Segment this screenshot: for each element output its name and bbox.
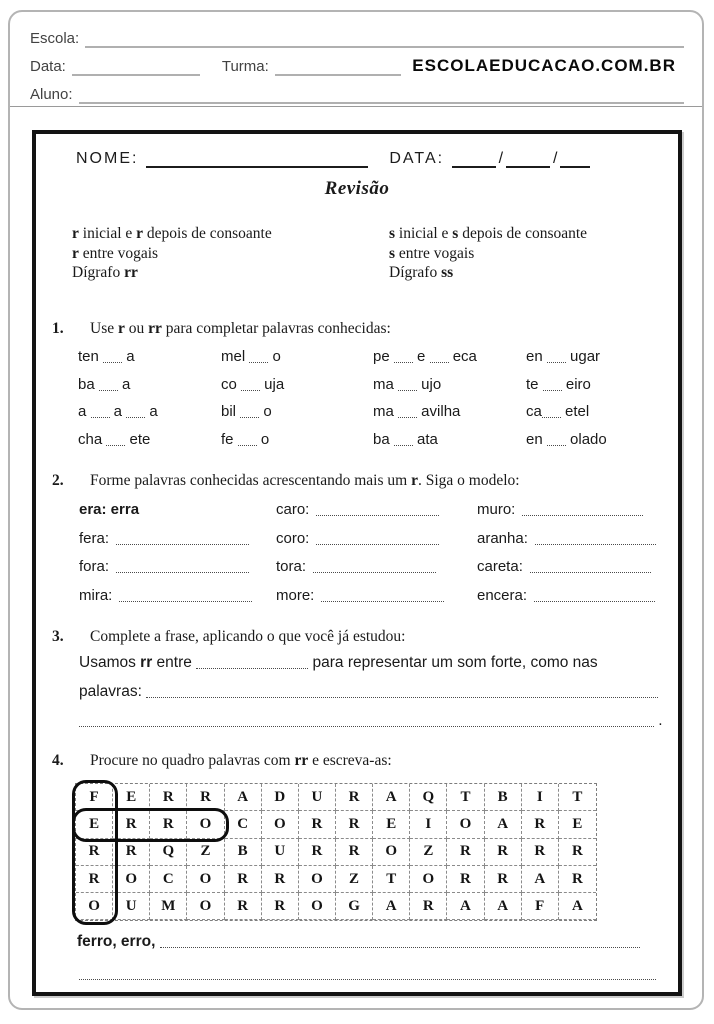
rule-line: r inicial e r depois de consoante <box>72 225 272 242</box>
word-search-letter: F <box>522 893 559 920</box>
word-search-letter: D <box>262 784 299 811</box>
word-search-letter: R <box>76 866 113 893</box>
exercise3-sentence-line1: Usamos rr entre para representar um som forte, como nas <box>79 654 598 671</box>
nome-fill-line <box>146 153 368 168</box>
exercise2-word-grid <box>79 501 656 615</box>
word-search-letter: R <box>187 784 224 811</box>
fill-in-blank <box>394 350 413 363</box>
word-search-letter: U <box>299 784 336 811</box>
turma-fill-line <box>275 59 401 76</box>
word-search-letter: R <box>113 811 150 838</box>
word-search-letter: A <box>522 866 559 893</box>
exercise2-number: 2. <box>52 472 64 489</box>
header-row-escola <box>30 28 684 48</box>
word-search-letter: O <box>410 866 447 893</box>
fill-in-blank <box>238 433 257 446</box>
rule-line: r entre vogais <box>72 244 159 262</box>
fill-in-blank <box>79 967 656 980</box>
exercise2-word: mira: <box>79 587 276 616</box>
date-day-line <box>452 153 496 168</box>
fill-in-blank <box>99 378 118 391</box>
word-search-letter: I <box>522 784 559 811</box>
word-search-letter: R <box>225 866 262 893</box>
fill-in-blank <box>398 378 417 391</box>
word-search-letter: F <box>76 784 113 811</box>
exercise1-word: ba ata <box>373 430 438 448</box>
exercise2-word: tora: <box>276 558 477 587</box>
fill-in-blank <box>160 935 640 948</box>
word-search-letter: R <box>522 811 559 838</box>
fill-in-blank <box>196 656 308 669</box>
exercise1-number: 1. <box>52 320 64 337</box>
exercise4-number: 4. <box>52 752 64 769</box>
answers-line1: ferro, erro, <box>77 933 640 951</box>
exercise2-word: fera: <box>79 530 276 559</box>
exercise2-word: coro: <box>276 530 477 559</box>
rule-line: s entre vogais <box>389 244 475 262</box>
fill-in-blank <box>126 405 145 418</box>
word-search-letter: T <box>559 784 596 811</box>
word-search-letter: Z <box>410 839 447 866</box>
word-search-letter: O <box>262 811 299 838</box>
fill-in-blank <box>394 433 413 446</box>
word-search-letter: Q <box>150 839 187 866</box>
word-search-letter: A <box>485 893 522 920</box>
exercise1-word: en olado <box>526 430 607 448</box>
word-search-letter: O <box>299 893 336 920</box>
word-search-letter: B <box>225 839 262 866</box>
word-search-letter: Z <box>187 839 224 866</box>
rule-line: Dígrafo ss <box>389 264 454 281</box>
exercise3-number: 3. <box>52 628 64 645</box>
word-search-row <box>76 866 596 893</box>
exercise1-word: mel o <box>221 348 281 365</box>
exercise1-word: co uja <box>221 375 285 393</box>
data-label: Data: <box>30 58 66 75</box>
word-search-letter: G <box>336 893 373 920</box>
header-row-aluno <box>30 84 684 104</box>
fill-in-blank <box>530 560 651 573</box>
word-search-letter: E <box>113 784 150 811</box>
word-search-letter: R <box>150 811 187 838</box>
exercise1-word: ma avilha <box>373 403 461 421</box>
word-search-letter: O <box>299 866 336 893</box>
word-search-letter: E <box>559 811 596 838</box>
exercise2-word: muro: <box>477 501 656 530</box>
word-search-letter: E <box>76 811 113 838</box>
rule-line: Dígrafo rr <box>72 264 138 281</box>
word-search-row <box>76 839 596 866</box>
exercise2-word: aranha: <box>477 530 656 559</box>
date-month-line <box>506 153 550 168</box>
fill-in-blank <box>547 350 566 363</box>
fill-in-blank <box>91 405 110 418</box>
turma-label: Turma: <box>221 58 269 75</box>
word-search-letter: R <box>447 866 484 893</box>
word-search-letter: A <box>447 893 484 920</box>
rules-s-column <box>389 224 587 283</box>
exercise3-prompt: Complete a frase, aplicando o que você já estudou: <box>90 628 406 645</box>
word-search-letter: R <box>559 866 596 893</box>
worksheet-title: Revisão <box>324 178 390 199</box>
fill-in-blank <box>522 503 643 516</box>
rules-r-column <box>72 224 272 283</box>
word-search-letter: R <box>262 893 299 920</box>
exercise1-word: te eiro <box>526 375 591 393</box>
word-search-letter: O <box>447 811 484 838</box>
exercise2-word: caro: <box>276 501 477 530</box>
fill-in-blank <box>116 560 249 573</box>
word-search-letter: R <box>522 839 559 866</box>
word-search-letter: C <box>150 866 187 893</box>
exercise2-word: fora: <box>79 558 276 587</box>
date-year-line <box>560 153 590 168</box>
word-search-letter: O <box>76 893 113 920</box>
exercise2-prompt: Forme palavras conhecidas acrescentando mais um r. Siga o modelo: <box>90 472 520 489</box>
fill-in-blank <box>535 532 656 545</box>
site-brand: ESCOLAEDUCACAO.COM.BR <box>412 56 676 75</box>
worksheet <box>32 130 682 996</box>
word-search-letter: R <box>485 839 522 866</box>
word-search-letter: O <box>373 839 410 866</box>
fill-in-blank <box>103 350 122 363</box>
aluno-label: Aluno: <box>30 86 73 103</box>
word-search-letter: A <box>485 811 522 838</box>
word-search-letter: R <box>150 784 187 811</box>
word-search-letter: Z <box>336 866 373 893</box>
exercise1-header <box>52 320 391 338</box>
exercise2-header <box>52 472 520 490</box>
fill-in-blank <box>534 589 655 602</box>
word-search-row <box>76 893 596 920</box>
fill-in-blank <box>106 433 125 446</box>
exercise1-word: ba a <box>78 375 131 393</box>
fill-in-blank <box>316 532 439 545</box>
exercise1-word: ca etel <box>526 403 590 421</box>
word-search-letter: R <box>410 893 447 920</box>
aluno-fill-line <box>79 87 684 104</box>
word-search-letter: R <box>485 866 522 893</box>
fill-in-blank <box>547 433 566 446</box>
fill-in-blank <box>543 378 562 391</box>
word-search-letter: O <box>113 866 150 893</box>
exercise1-word: en ugar <box>526 348 601 365</box>
word-search-letter: R <box>559 839 596 866</box>
exercise3-sentence-line2: palavras: <box>79 683 658 701</box>
word-search-letter: R <box>76 839 113 866</box>
fill-in-blank <box>321 589 444 602</box>
word-search-letter: R <box>299 839 336 866</box>
date-slash: / <box>498 150 504 167</box>
exercise2-word: era: erra <box>79 501 140 518</box>
escola-fill-line <box>85 31 684 48</box>
rule-line: s inicial e s depois de consoante <box>389 225 588 242</box>
exercise1-prompt: Use r ou rr para completar palavras conhecidas: <box>90 320 391 337</box>
word-search-letter: R <box>447 839 484 866</box>
word-search-letter: A <box>373 893 410 920</box>
word-search-letter: R <box>225 893 262 920</box>
fill-in-blank <box>240 405 259 418</box>
exercise1-word: a a a <box>78 403 158 421</box>
data-fill-line <box>72 59 200 76</box>
word-search-letter: A <box>559 893 596 920</box>
exercise4-header <box>52 752 392 770</box>
word-search-letter: B <box>485 784 522 811</box>
exercise3-sentence-line3: . <box>79 712 663 730</box>
word-search-letter: A <box>373 784 410 811</box>
answers-line2 <box>79 965 656 983</box>
word-search-letter: R <box>336 811 373 838</box>
fill-in-blank <box>542 405 561 418</box>
fill-in-blank <box>398 405 417 418</box>
exercise2-word: careta: <box>477 558 656 587</box>
name-date-row <box>76 150 593 172</box>
fill-in-blank <box>241 378 260 391</box>
word-search-letter: U <box>113 893 150 920</box>
word-search-letter: M <box>150 893 187 920</box>
word-search-letter: A <box>225 784 262 811</box>
fill-in-blank <box>316 503 439 516</box>
exercise1-word-grid <box>78 348 607 458</box>
exercise1-word: pe e eca <box>373 348 477 365</box>
word-search-letter: U <box>262 839 299 866</box>
word-search-row <box>76 811 596 838</box>
word-search-letter: E <box>373 811 410 838</box>
exercise1-word: ma ujo <box>373 375 442 393</box>
date-slash: / <box>553 150 558 167</box>
word-search-letter: O <box>187 893 224 920</box>
word-search-grid <box>75 783 597 921</box>
exercise4-prompt: Procure no quadro palavras com rr e escreva-as: <box>90 752 392 769</box>
header-separator <box>10 106 702 107</box>
exercise1-word: ten a <box>78 348 135 365</box>
exercise1-word: cha ete <box>78 430 151 448</box>
fill-in-blank <box>430 350 449 363</box>
word-search-letter: T <box>373 866 410 893</box>
word-search-letter: O <box>187 811 224 838</box>
word-search-row <box>76 784 596 811</box>
word-search-letter: O <box>187 866 224 893</box>
word-search-letter: R <box>113 839 150 866</box>
exercise1-word: bil o <box>221 403 272 421</box>
word-search-letter: R <box>299 811 336 838</box>
word-search-letter: Q <box>410 784 447 811</box>
exercise1-word: fe o <box>221 430 270 448</box>
nome-label: NOME: <box>76 150 139 167</box>
word-search-letter: C <box>225 811 262 838</box>
word-search-letter: T <box>447 784 484 811</box>
word-search-letter: R <box>336 784 373 811</box>
fill-in-blank <box>116 532 249 545</box>
exercise2-word: more: <box>276 587 477 616</box>
fill-in-blank <box>79 714 654 727</box>
fill-in-blank <box>119 589 252 602</box>
escola-label: Escola: <box>30 30 80 47</box>
exercise2-word: encera: <box>477 587 656 616</box>
exercise3-header <box>52 628 406 646</box>
fill-in-blank <box>249 350 268 363</box>
word-search-letter: R <box>262 866 299 893</box>
sheet-data-label: DATA: <box>389 150 445 167</box>
word-search-letter: I <box>410 811 447 838</box>
fill-in-blank <box>146 685 658 698</box>
word-search-letter: R <box>336 839 373 866</box>
fill-in-blank <box>313 560 436 573</box>
